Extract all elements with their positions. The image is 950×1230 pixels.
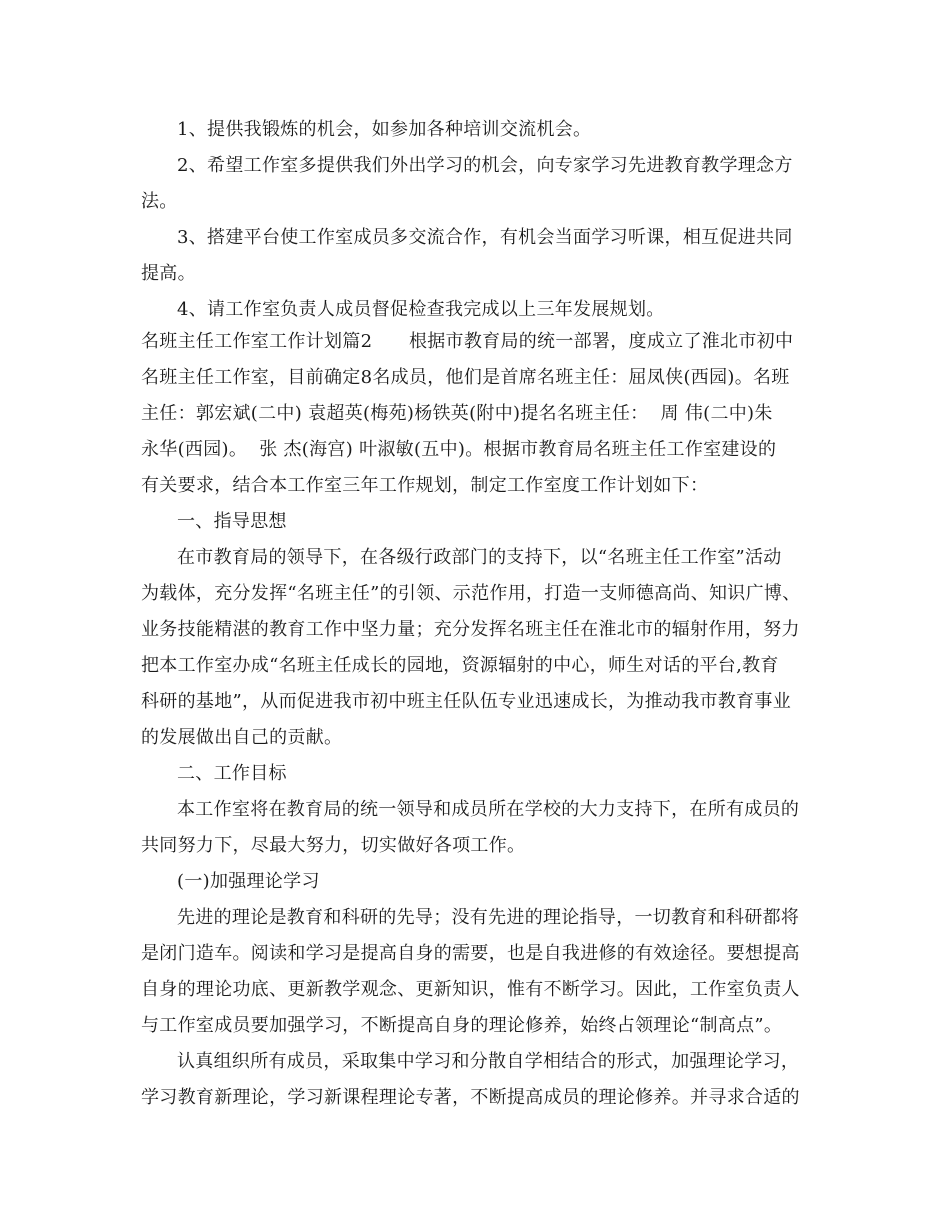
text-line: 自身的理论功底、更新教学观念、更新知识，惟有不断学习。因此，工作室负责人 <box>141 979 800 1000</box>
text-line: 的发展做出自己的贡献。 <box>141 727 343 748</box>
text-line: 2、希望工作室多提供我们外出学习的机会，向专家学习先进教育教学理念方 <box>177 155 793 176</box>
text-line: 法。 <box>141 191 178 212</box>
text-line: 业务技能精湛的教育工作中坚力量；充分发挥名班主任在淮北市的辐射作用，努力 <box>141 619 800 640</box>
text-line: 学习教育新理论，学习新课程理论专著，不断提高成员的理论修养。并寻求合适的 <box>141 1087 800 1108</box>
text-line: 本工作室将在教育局的统一领导和成员所在学校的大力支持下，在所有成员的 <box>177 799 800 820</box>
text-line: 是闭门造车。阅读和学习是提高自身的需要，也是自我进修的有效途径。要想提高 <box>141 943 800 964</box>
text-line: 把本工作室办成“名班主任成长的园地，资源辐射的中心，师生对话的平台,教育 <box>141 655 779 676</box>
text-line: 1、提供我锻炼的机会，如参加各种培训交流机会。 <box>177 119 592 140</box>
subsection-heading: (一)加强理论学习 <box>177 871 320 892</box>
text-line: 在市教育局的领导下，在各级行政部门的支持下，以“名班主任工作室”活动 <box>177 547 782 568</box>
text-line: 共同努力下，尽最大努力，切实做好各项工作。 <box>141 835 526 856</box>
section-heading: 一、指导思想 <box>177 511 287 532</box>
text-line: 与工作室成员要加强学习，不断提高自身的理论修养，始终占领理论“制高点”。 <box>141 1015 783 1036</box>
text-line: 认真组织所有成员，采取集中学习和分散自学相结合的形式，加强理论学习， <box>177 1051 800 1072</box>
text-line: 有关要求，结合本工作室三年工作规划，制定工作室度工作计划如下： <box>141 475 709 496</box>
text-line: 先进的理论是教育和科研的先导；没有先进的理论指导，一切教育和科研都将 <box>177 907 800 928</box>
text-line: 永华(西园)。 张 杰(海宫) 叶淑敏(五中)。根据市教育局名班主任工作室建设的 <box>141 439 777 460</box>
text-line: 名班主任工作室工作计划篇2 根据市教育局的统一部署，度成立了淮北市初中 <box>141 331 794 352</box>
text-line: 提高。 <box>141 263 196 284</box>
text-line: 主任：郭宏斌(二中) 袁超英(梅苑)杨铁英(附中)提名名班主任： 周 伟(二中)朱 <box>141 403 773 424</box>
text-line: 3、搭建平台使工作室成员多交流合作，有机会当面学习听课，相互促进共同 <box>177 227 793 248</box>
text-line: 为载体，充分发挥“名班主任”的引领、示范作用，打造一支师德高尚、知识广博、 <box>141 583 801 604</box>
text-line: 科研的基地”，从而促进我市初中班主任队伍专业迅速成长，为推动我市教育事业 <box>141 691 791 712</box>
text-line: 4、请工作室负责人成员督促检查我完成以上三年发展规划。 <box>177 299 665 320</box>
section-heading: 二、工作目标 <box>177 763 287 784</box>
text-line: 名班主任工作室，目前确定8名成员，他们是首席名班主任：屈凤侠(西园)。名班 <box>141 367 790 388</box>
